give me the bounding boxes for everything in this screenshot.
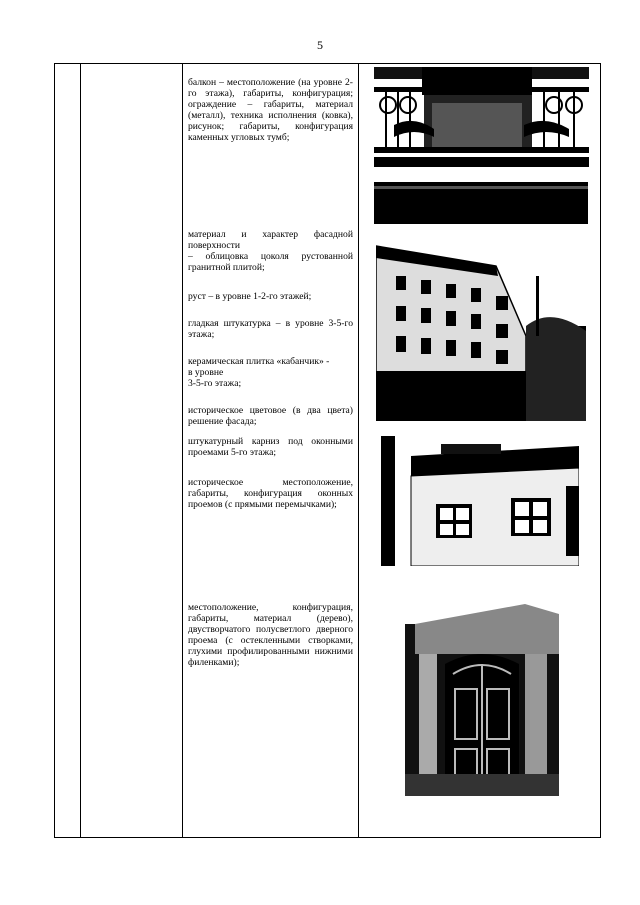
- page-number: 5: [317, 38, 323, 52]
- item-cornice: штукатурный карниз под оконными проемами 5-го этажа;: [188, 436, 353, 458]
- photo-cornice-windows: [381, 436, 579, 566]
- item-balcony: балкон – местоположение (на уровне 2-го этажа), габариты, конфигурация; ограждение – габариты, материал (металл), техника исполнения (ковка), рисунок; габариты, конфигурация каменных угловых тумб;: [188, 77, 353, 143]
- item-tile: керамическая плитка «кабанчик» - в уровне 3-5-го этажа;: [188, 356, 330, 389]
- column-divider-1: [80, 64, 81, 837]
- photo-doorway: [405, 594, 559, 796]
- item-windows: историческое местоположение, габариты, конфигурация оконных проемов (с прямыми перемычками);: [188, 477, 353, 510]
- item-door: местоположение, конфигурация, габариты, материал (дерево), двустворчатого полусветлого дверного проема (с остекленными створками, глухими профилированными нижними филенками);: [188, 602, 353, 668]
- column-divider-3: [358, 64, 359, 837]
- item-rust: руст – в уровне 1-2-го этажей;: [188, 291, 312, 302]
- photo-dark-strip: [374, 182, 588, 224]
- photo-building-facade: [376, 236, 586, 421]
- column-divider-2: [182, 64, 183, 837]
- monuments-table: [54, 63, 601, 838]
- photo-balcony-railing: [374, 67, 589, 167]
- item-plaster: гладкая штукатурка – в уровне 3-5-го этажа;: [188, 318, 353, 340]
- item-color: историческое цветовое (в два цвета) решение фасада;: [188, 405, 353, 427]
- item-facade: материал и характер фасадной поверхности – облицовка цоколя рустованной гранитной плитой;: [188, 229, 353, 273]
